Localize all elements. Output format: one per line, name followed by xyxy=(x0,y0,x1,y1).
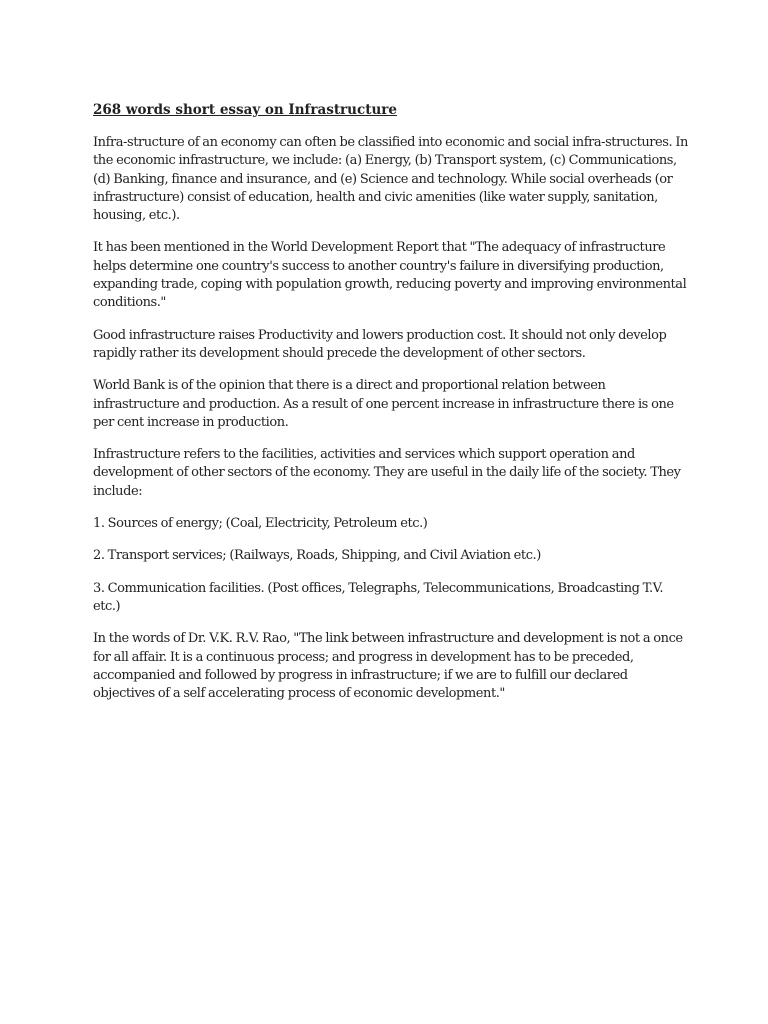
paragraph-world-development-report: It has been mentioned in the World Development Report that "The adequacy of infrastructure helps determine one country's success to another country's failure in diversifying production, expanding trade, coping with population growth, reducing poverty and improving environmental conditions." xyxy=(93,240,687,311)
paragraph-rao-quote: In the words of Dr. V.K. R.V. Rao, "The link between infrastructure and development is not a once for all affair. It is a continuous process; and progress in development has to be preceded, accompanied and followed by progress in infrastructure; if we are to fulfill our declared objectives of a self accelerating process of economic development." xyxy=(93,631,683,702)
essay-title: 268 words short essay on Infrastructure xyxy=(93,102,397,118)
paragraph-productivity: Good infrastructure raises Productivity and lowers production cost. It should not only develop rapidly rather its development should precede the development of other sectors. xyxy=(93,327,667,361)
paragraph-definition: Infrastructure refers to the facilities, activities and services which support operation and development of other sectors of the economy. They are useful in the daily life of the society. They include: xyxy=(93,447,681,499)
paragraph-classification: Infra-structure of an economy can often be classified into economic and social infra-structures. In the economic infrastructure, we include: (a) Energy, (b) Transport system, (c) Communications, (d) Banking, finance and insurance, and (e) Science and technology. While social overheads (or infrastructure) consist of education, health and civic amenities (like water supply, sanitation, housing, etc.). xyxy=(93,135,688,224)
list-item-energy: 1. Sources of energy; (Coal, Electricity, Petroleum etc.) xyxy=(93,516,428,532)
list-item-communication: 3. Communication facilities. (Post offices, Telegraphs, Telecommunications, Broadcasting T.V. etc.) xyxy=(93,580,664,614)
paragraph-world-bank: World Bank is of the opinion that there is a direct and proportional relation between infrastructure and production. As a result of one percent increase in infrastructure there is one per cent increase in production. xyxy=(93,378,674,430)
list-item-transport: 2. Transport services; (Railways, Roads, Shipping, and Civil Aviation etc.) xyxy=(93,548,541,564)
